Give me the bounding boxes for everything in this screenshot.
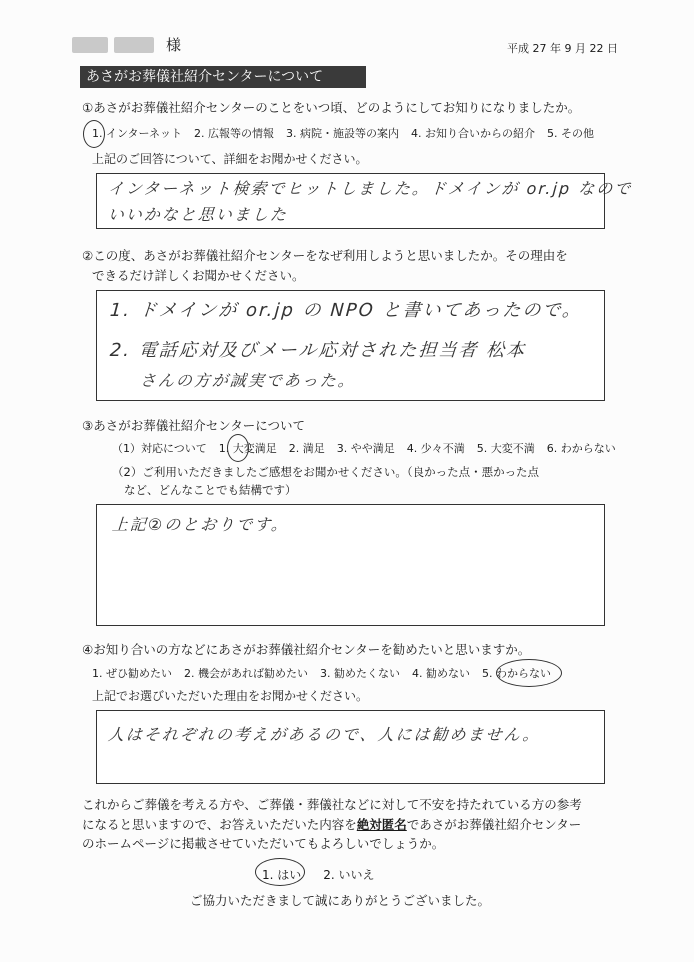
q3-option-6[interactable]: 6. わからない xyxy=(546,442,616,455)
q1-option-5[interactable]: 5. その他 xyxy=(547,127,595,140)
q4-reason-prompt: 上記でお選びいただいた理由をお聞かせください。 xyxy=(92,689,369,703)
anonymity-emphasis: 絶対匿名 xyxy=(356,816,407,832)
q3-sub2-line1: （2）ご利用いただきましたご感想をお聞かせください。（良かった点・悪かった点 xyxy=(112,465,540,479)
honorific: 様 xyxy=(166,36,182,54)
q4-option-4[interactable]: 4. 勧めない xyxy=(412,667,470,680)
q4-options xyxy=(92,666,563,682)
consent-line2 xyxy=(82,815,622,835)
q1-option-4[interactable]: 4. お知り合いからの紹介 xyxy=(411,127,536,140)
q3-selection-mark xyxy=(227,434,249,462)
q2-answer-line2: 2. 電話応対及びメール応対された担当者 松本 xyxy=(109,340,527,361)
consent-text xyxy=(82,795,622,854)
q3-sub1 xyxy=(112,441,628,457)
q4-selection-mark xyxy=(496,659,562,687)
q3-option-5[interactable]: 5. 大変不満 xyxy=(476,442,535,455)
consent-line1: これからご葬儀を考える方や、ご葬儀・葬儀社などに対して不安を持たれている方の参考 xyxy=(82,797,582,812)
q4-option-2[interactable]: 2. 機会があれば勧めたい xyxy=(184,667,308,680)
q3-option-4[interactable]: 4. 少々不満 xyxy=(406,442,465,455)
q2-question-line1: ②この度、あさがお葬儀社紹介センターをなぜ利用しようと思いましたか。その理由を xyxy=(82,248,568,263)
q4-option-1[interactable]: 1. ぜひ勧めたい xyxy=(92,667,172,680)
redacted-given-name xyxy=(114,37,154,53)
q1-option-1[interactable]: 1. インターネット xyxy=(92,127,183,140)
q1-option-2[interactable]: 2. 広報等の情報 xyxy=(194,127,275,140)
q3-option-1[interactable]: 1. 大変満足 xyxy=(218,442,277,455)
form-date: 平成 27 年 9 月 22 日 xyxy=(507,42,618,55)
consent-line3: のホームページに掲載させていただいてもよろしいでしょうか。 xyxy=(82,836,445,851)
q3-sub1-label: （1）対応について xyxy=(112,442,207,455)
redacted-surname xyxy=(72,37,108,53)
q1-selection-mark xyxy=(83,120,105,148)
thanks-message: ご協力いただきまして誠にありがとうございました。 xyxy=(190,893,491,908)
section-title: あさがお葬儀社紹介センターについて xyxy=(80,66,366,88)
q4-option-3[interactable]: 3. 勧めたくない xyxy=(320,667,400,680)
q2-answer-line3: さんの方が誠実であった。 xyxy=(139,371,357,390)
q1-detail-prompt: 上記のご回答について、詳細をお聞かせください。 xyxy=(92,152,368,166)
q3-sub2-line2: など、どんなことでも結構です） xyxy=(124,483,297,497)
q1-options xyxy=(92,126,606,142)
q1-option-3[interactable]: 3. 病院・施設等の案内 xyxy=(286,127,400,140)
consent-line2-rest: であさがお葬儀社紹介センター xyxy=(406,816,582,832)
consent-yes[interactable]: 1. はい xyxy=(262,868,302,882)
consent-line2-start: になると思いますので、お答えいただいた内容を xyxy=(82,816,357,832)
q4-answer: 人はそれぞれの考えがあるので、人には勧めません。 xyxy=(107,725,542,744)
consent-selection-mark xyxy=(255,858,305,886)
q1-answer-line1: インターネット検索でヒットしました。ドメインが or.jp なので xyxy=(107,179,633,198)
q1-question: ①あさがお葬儀社紹介センターのことをいつ頃、どのようにしてお知りになりましたか。 xyxy=(82,100,581,115)
q2-answer-line1: 1. ドメインが or.jp の NPO と書いてあったので。 xyxy=(109,300,583,321)
respondent-name xyxy=(72,34,181,55)
q4-question: ④お知り合いの方などにあさがお葬儀社紹介センターを勧めたいと思いますか。 xyxy=(82,642,531,657)
q2-question-line2: できるだけ詳しくお聞かせください。 xyxy=(92,268,305,283)
q1-answer-line2: いいかなと思いました xyxy=(107,205,289,224)
q3-answer: 上記②のとおりです。 xyxy=(111,515,290,534)
q3-option-3[interactable]: 3. やや満足 xyxy=(336,442,395,455)
q4-option-5[interactable]: 5. わからない xyxy=(482,667,551,680)
consent-no[interactable]: 2. いいえ xyxy=(323,868,375,882)
q3-option-2[interactable]: 2. 満足 xyxy=(288,442,325,455)
q3-question: ③あさがお葬儀社紹介センターについて xyxy=(82,418,305,433)
